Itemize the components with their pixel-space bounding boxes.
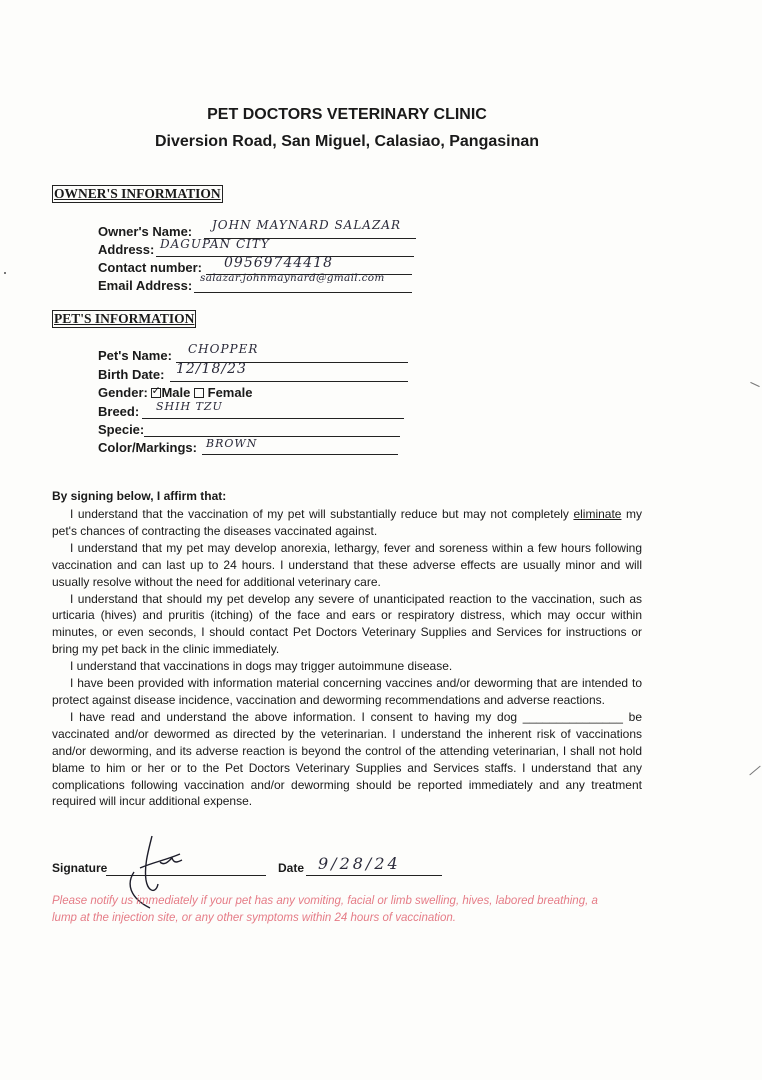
post-vaccination-notice: Please notify us immediately if your pet has any vomiting, facial or limb swelling, hives, labored breathing, a lump at the injection site, or any other symptoms within 24 hours of vaccination. xyxy=(52,895,598,924)
scan-speck xyxy=(750,382,759,387)
owner-name-label: Owner's Name: xyxy=(98,224,193,239)
pet-section-title: PET'S INFORMATION xyxy=(54,311,195,326)
gender-female-checkbox[interactable] xyxy=(194,388,204,398)
breed-label: Breed: xyxy=(98,404,140,419)
date-value: 9/28/24 xyxy=(318,854,401,873)
specie-label: Specie: xyxy=(98,422,145,437)
consent-text xyxy=(52,506,642,810)
consent-p1-start: I understand that the vaccination of my pet will substantially reduce but may not completely xyxy=(70,507,574,521)
clinic-address: Diversion Road, San Miguel, Calasiao, Pangasinan xyxy=(154,133,540,150)
consent-paragraph-5: I have been provided with information material concerning vaccines and/or deworming that are intended to protect against disease incidence, vaccination and deworming recommendations and adverse reactions. xyxy=(52,676,642,707)
specie-line xyxy=(144,422,400,437)
date-label: Date xyxy=(278,861,305,875)
email-label: Email Address: xyxy=(98,278,193,293)
gender-label: Gender: xyxy=(98,385,148,400)
color-markings-label: Color/Markings: xyxy=(98,440,197,455)
scan-speck xyxy=(749,766,760,776)
consent-p1-underlined: eliminate xyxy=(573,507,622,521)
contact-value: 09569744418 xyxy=(224,255,333,271)
email-value: salazar.johnmaynard@gmail.com xyxy=(200,272,385,284)
consent-paragraph-6: I have read and understand the above information. I consent to having my dog _______________ be vaccinated and/or dewormed as directed by the veterinarian. I understand the inherent risk of vaccinations and/or deworming, and its adverse reaction is beyond the control of the attending veterinarian, I shall not hold blame to him or her or to the Pet Doctors Veterinary Supplies and Services staffs. I understand that any complications following vaccination and/or deworming should be reported immediately and any treatment required will incur additional expense. xyxy=(52,709,642,809)
gender-field xyxy=(98,385,252,400)
scan-speck xyxy=(4,272,6,274)
signature-label: Signature xyxy=(52,861,108,875)
contact-label: Contact number: xyxy=(98,260,202,275)
affirm-title: By signing below, I affirm that: xyxy=(52,489,227,503)
gender-male-checkbox[interactable] xyxy=(151,385,161,398)
clinic-name: PET DOCTORS VETERINARY CLINIC xyxy=(207,106,487,123)
consent-paragraph-2: I understand that my pet may develop anorexia, lethargy, fever and soreness within a few hours following vaccination and can last up to 24 hours. I understand that these adverse effects are usually minor and will usually resolve without the need for additional veterinary care. xyxy=(52,540,642,589)
birth-date-label: Birth Date: xyxy=(98,367,165,382)
consent-paragraph-3: I understand that should my pet develop any severe of unanticipated reaction to the vaccination, such as urticaria (hives) and pruritis (itching) of the face and ears or respiratory distress, which may occur within minutes, or even seconds, I should contact Pet Doctors Veterinary Supplies and Services for instructions or bring my pet back in the clinic immediately. xyxy=(52,591,642,657)
color-markings-value: BROWN xyxy=(206,437,258,450)
address-label: Address: xyxy=(98,242,155,257)
breed-value: SHIH TZU xyxy=(156,400,223,413)
address-value: DAGUPAN CITY xyxy=(160,237,270,251)
owner-section-title: OWNER'S INFORMATION xyxy=(54,186,221,201)
pet-name-value: CHOPPER xyxy=(188,342,259,356)
birth-date-value: 12/18/23 xyxy=(176,361,247,377)
consent-p1-end: my pet's chances of contracting the diseases vaccinated against. xyxy=(52,507,642,538)
consent-paragraph-4: I understand that vaccinations in dogs may trigger autoimmune disease. xyxy=(70,659,453,674)
pet-name-label: Pet's Name: xyxy=(98,348,172,363)
check-mark-icon: ✓ xyxy=(151,385,161,397)
gender-female-label: Female xyxy=(207,385,253,400)
consent-paragraph-1 xyxy=(52,506,642,540)
owner-name-value: JOHN MAYNARD SALAZAR xyxy=(212,218,402,232)
gender-male-label: Male xyxy=(161,385,191,400)
